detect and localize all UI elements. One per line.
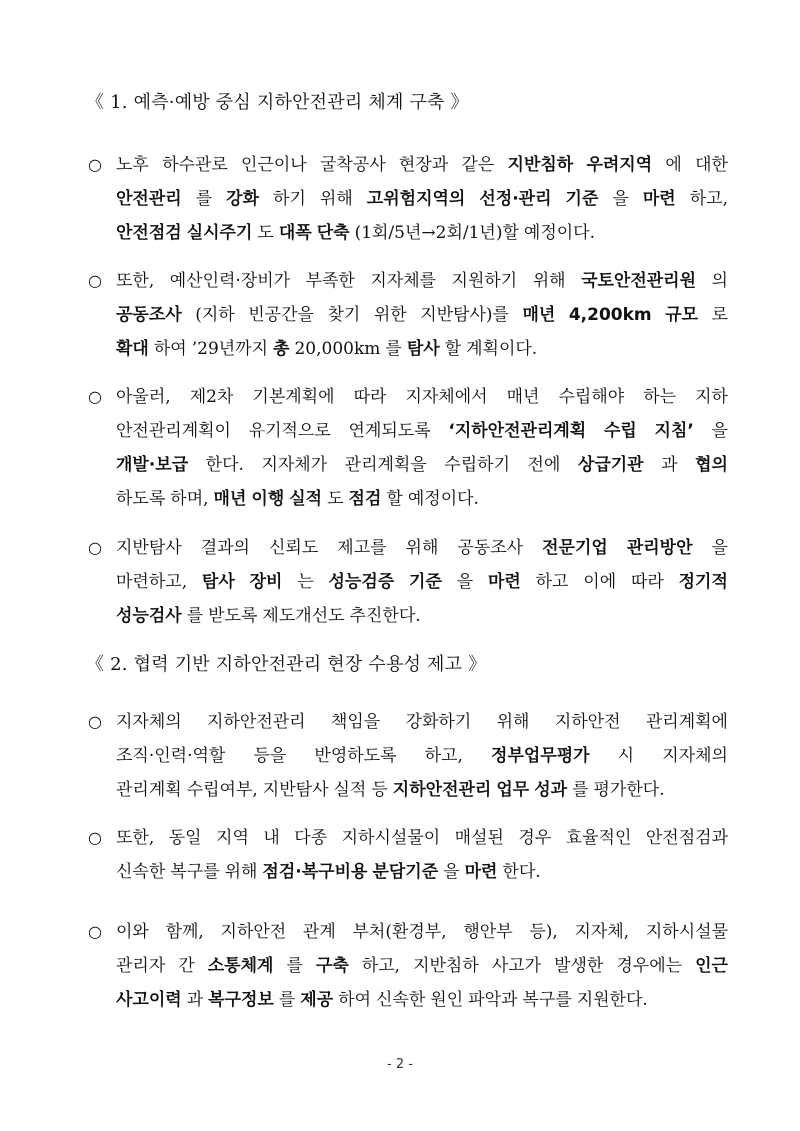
- bold-text: 안전점검: [116, 223, 182, 243]
- text: 수립여부,: [186, 780, 258, 800]
- bold-text: 우려지역: [586, 155, 653, 175]
- text: 노후: [116, 155, 149, 175]
- text-line: [116, 380, 728, 414]
- bold-text: 총: [273, 339, 290, 359]
- text: 의: [711, 271, 728, 291]
- text: 받도록: [208, 606, 258, 626]
- text: 효율적인: [565, 828, 632, 848]
- text: 지반탐사: [262, 780, 329, 800]
- text: 을: [711, 421, 728, 441]
- text: 지하안전관리: [207, 712, 306, 732]
- text: 등),: [529, 922, 558, 942]
- text: 사고가: [491, 956, 542, 976]
- text: 파악과: [468, 990, 518, 1010]
- bold-text: 실적: [289, 489, 323, 509]
- text-line: [116, 565, 728, 599]
- text: 과: [186, 990, 204, 1010]
- text: 하며,: [170, 489, 209, 509]
- text: 지자체가: [261, 455, 328, 475]
- bold-text: 분담기준: [372, 862, 439, 882]
- text: 함께,: [165, 922, 204, 942]
- text: 하도록: [116, 489, 166, 509]
- text: 로: [711, 305, 728, 325]
- bold-text: 사고이력: [116, 990, 182, 1010]
- bold-text: 공동조사: [116, 305, 182, 325]
- text: 평가한다.: [593, 780, 665, 800]
- text: 지자체를: [370, 271, 437, 291]
- text: 을: [711, 538, 728, 558]
- text: 지역: [216, 828, 249, 848]
- text: 지하시설물이: [341, 828, 441, 848]
- text: 추진한다.: [349, 606, 421, 626]
- text: 한다.: [502, 862, 541, 882]
- text: 행안부: [463, 922, 513, 942]
- bold-text: 성과: [534, 780, 568, 800]
- text: 를: [195, 189, 213, 209]
- text: 경우에는: [616, 956, 683, 976]
- text: 부처(환경부,: [352, 922, 447, 942]
- bullet-circle-icon: ○: [88, 155, 102, 174]
- text: 대한: [695, 155, 728, 175]
- text: 지자체,: [574, 922, 630, 942]
- text: 20,000km: [294, 339, 381, 359]
- text-line: [116, 855, 728, 889]
- text: 신뢰도: [268, 538, 319, 558]
- bold-text: ‘지하안전관리계획: [448, 421, 587, 441]
- text: 아울러,: [116, 387, 171, 407]
- text: 시: [617, 746, 635, 766]
- text: 위해: [532, 271, 566, 291]
- text-line: [116, 531, 728, 565]
- bold-text: 업무: [496, 780, 530, 800]
- text: 매년: [506, 387, 540, 407]
- bold-text: 인근: [695, 956, 728, 976]
- section-title: 《 2. 협력 기반 지하안전관리 현장 수용성 제고 》: [86, 654, 487, 675]
- text: 인근이나: [241, 155, 307, 175]
- text: 예산인력·장비가: [169, 271, 291, 291]
- text: 매설된: [454, 828, 504, 848]
- text: 지원한다.: [576, 990, 648, 1010]
- text-line: [116, 482, 728, 516]
- bold-text: 기준: [409, 572, 442, 592]
- text: 간: [178, 956, 195, 976]
- text-line: [116, 773, 728, 807]
- text: 발생한: [554, 956, 604, 976]
- text: 수립하기: [444, 455, 510, 475]
- text: 기본계획에: [252, 387, 335, 407]
- text: 제고를: [337, 538, 387, 558]
- text: 조직·인력·역할: [116, 746, 226, 766]
- text: 를: [186, 606, 204, 626]
- text: 안전점검과: [645, 828, 728, 848]
- text: 을: [443, 862, 460, 882]
- text-line: [116, 821, 728, 855]
- text: 결과의: [200, 538, 250, 558]
- text: 지자체의: [662, 746, 728, 766]
- bold-text: 선정·관리: [479, 189, 552, 209]
- bold-text: 실시주기: [186, 223, 253, 243]
- bold-text: 지침’: [654, 421, 694, 441]
- text: 다종: [294, 828, 328, 848]
- text: 원인: [430, 990, 464, 1010]
- bold-text: 국토안전관리원: [581, 271, 697, 291]
- text: 하는: [643, 387, 677, 407]
- text: 신속한: [116, 862, 166, 882]
- text: (지하: [195, 305, 235, 325]
- bold-text: 지반침하: [507, 155, 574, 175]
- text: 를: [278, 990, 296, 1010]
- text: 안전관리계획이: [116, 421, 231, 441]
- text: 관리계획에: [645, 712, 728, 732]
- text: 이에: [583, 572, 617, 592]
- bold-text: 성능검증: [328, 572, 395, 592]
- bold-text: 이행: [251, 489, 285, 509]
- text: 제도개선도: [262, 606, 345, 626]
- text-line: [116, 739, 728, 773]
- text-line: [116, 915, 728, 949]
- text: 을: [612, 189, 629, 209]
- text: 복구를: [522, 990, 572, 1010]
- text-line: [116, 216, 728, 250]
- text-line: [116, 414, 728, 448]
- text: 내: [263, 828, 280, 848]
- text: 지원하기: [451, 271, 518, 291]
- text: 위해: [496, 712, 530, 732]
- bold-text: 장비: [249, 572, 283, 592]
- text: 또한,: [116, 828, 155, 848]
- bold-text: 소통체계: [207, 956, 274, 976]
- text: 을: [456, 572, 474, 592]
- text: 관계: [302, 922, 336, 942]
- text: 굴착공사: [319, 155, 386, 175]
- text: 신속한: [376, 990, 426, 1010]
- bold-text: 고위험지역의: [366, 189, 466, 209]
- bold-text: 점검·복구비용: [262, 862, 368, 882]
- text: 도: [327, 489, 344, 509]
- bullet-circle-icon: ○: [88, 271, 102, 290]
- text: 를: [572, 780, 589, 800]
- bullet-circle-icon: ○: [88, 828, 102, 847]
- text: 마련하고,: [116, 572, 188, 592]
- text: 계획이다.: [466, 339, 538, 359]
- bullet-circle-icon: ○: [88, 922, 102, 941]
- text: 강화하기: [405, 712, 472, 732]
- text: 연계되도록: [348, 421, 431, 441]
- text: 등: [371, 780, 388, 800]
- bold-text: 탐사: [201, 572, 235, 592]
- text: 에: [665, 155, 682, 175]
- text: 또한,: [116, 271, 155, 291]
- bold-text: 강화: [226, 189, 260, 209]
- text-line: [116, 148, 728, 182]
- text: 전에: [527, 455, 561, 475]
- text-line: [116, 448, 728, 482]
- text: 지반탐사: [116, 538, 182, 558]
- text: 한다.: [205, 455, 244, 475]
- text: 복구를: [170, 862, 220, 882]
- text: 같은: [461, 155, 495, 175]
- text: 위해: [405, 538, 439, 558]
- bold-text: 전문기업: [542, 538, 608, 558]
- text: 실적: [333, 780, 367, 800]
- text: 를: [385, 339, 402, 359]
- bold-text: 제공: [300, 990, 334, 1010]
- bullet-circle-icon: ○: [88, 712, 102, 731]
- text: 제2차: [189, 387, 234, 407]
- text: 를: [286, 956, 303, 976]
- text: 유기적으로: [248, 421, 331, 441]
- text: (1회/5년→2회/1년)할: [354, 223, 519, 243]
- text: 관리계획: [116, 780, 182, 800]
- text: 찾기: [327, 305, 361, 325]
- bold-text: 마련: [487, 572, 521, 592]
- bold-text: 안전관리: [116, 189, 182, 209]
- bold-text: 관리방안: [626, 538, 693, 558]
- text: 수립해야: [558, 387, 625, 407]
- text: ’29년까지: [191, 339, 269, 359]
- bold-text: 정부업무평가: [491, 746, 590, 766]
- text-line: [116, 705, 728, 739]
- bold-text: 성능검사: [116, 606, 182, 626]
- text: 하고: [535, 572, 569, 592]
- text-line: [116, 983, 728, 1017]
- bold-text: 탐사: [406, 339, 440, 359]
- text-line: [116, 949, 728, 983]
- bold-text: 단축: [316, 223, 350, 243]
- bold-text: 정기적: [678, 572, 728, 592]
- section-title: 《 1. 예측·예방 중심 지하안전관리 체계 구축 》: [86, 92, 469, 113]
- text: 할: [444, 339, 462, 359]
- bullet-circle-icon: ○: [88, 387, 102, 406]
- text: 도: [257, 223, 274, 243]
- text: 따라: [630, 572, 664, 592]
- text: 부족한: [305, 271, 355, 291]
- text: 지반탐사)를: [420, 305, 509, 325]
- text: 동일: [168, 828, 202, 848]
- text: 지반침하: [413, 956, 479, 976]
- text: 할: [386, 489, 403, 509]
- text: 관리자: [116, 956, 166, 976]
- bold-text: 매년: [213, 489, 247, 509]
- text: 경우: [518, 828, 552, 848]
- text: 지자체의: [116, 712, 182, 732]
- text: 이와: [116, 922, 149, 942]
- text: 위해: [319, 189, 353, 209]
- text: 등을: [253, 746, 287, 766]
- text: 하고,: [424, 746, 463, 766]
- bullet-circle-icon: ○: [88, 538, 102, 557]
- text: 관리계획을: [344, 455, 427, 475]
- text: 빈공간을: [248, 305, 314, 325]
- text: 지하시설물: [645, 922, 728, 942]
- text: 는: [297, 572, 314, 592]
- text: 과: [661, 455, 678, 475]
- bold-text: 마련: [642, 189, 676, 209]
- text: 지하안전: [220, 922, 287, 942]
- text: 공동조사: [457, 538, 524, 558]
- bold-text: 구축: [315, 956, 349, 976]
- text: 따라: [353, 387, 387, 407]
- bold-text: 개발·보급: [116, 455, 189, 475]
- text: 하여: [338, 990, 371, 1010]
- bold-text: 지하안전관리: [392, 780, 492, 800]
- text-line: [116, 182, 728, 216]
- bold-text: 상급기관: [577, 455, 644, 475]
- text: 예정이다.: [523, 223, 595, 243]
- text: 지하안전: [554, 712, 621, 732]
- text: 하기: [273, 189, 306, 209]
- bold-text: 복구정보: [208, 990, 274, 1010]
- bold-text: 기준: [565, 189, 599, 209]
- text-line: [116, 332, 728, 366]
- bold-text: 협의: [695, 455, 728, 475]
- text: 반영하도록: [314, 746, 397, 766]
- text: 위한: [373, 305, 407, 325]
- text: 하수관로: [162, 155, 228, 175]
- text-line: [116, 298, 728, 332]
- bold-text: 4,200km: [568, 305, 652, 325]
- text: 예정이다.: [407, 489, 479, 509]
- text: 지하: [695, 387, 728, 407]
- text: 하여: [153, 339, 187, 359]
- text: 위해: [224, 862, 258, 882]
- bold-text: 매년: [522, 305, 556, 325]
- bold-text: 수립: [603, 421, 637, 441]
- text-line: [116, 264, 728, 298]
- text: 현장과: [398, 155, 449, 175]
- text: 책임을: [330, 712, 381, 732]
- text: 지자체에서: [405, 387, 488, 407]
- bold-text: 점검: [348, 489, 382, 509]
- page-number: - 2 -: [387, 1057, 413, 1072]
- text: 하고,: [361, 956, 401, 976]
- text-line: [116, 599, 728, 633]
- bold-text: 확대: [116, 339, 149, 359]
- bold-text: 규모: [665, 305, 698, 325]
- bold-text: 대폭: [278, 223, 312, 243]
- text: 하고,: [689, 189, 728, 209]
- bold-text: 마련: [464, 862, 498, 882]
